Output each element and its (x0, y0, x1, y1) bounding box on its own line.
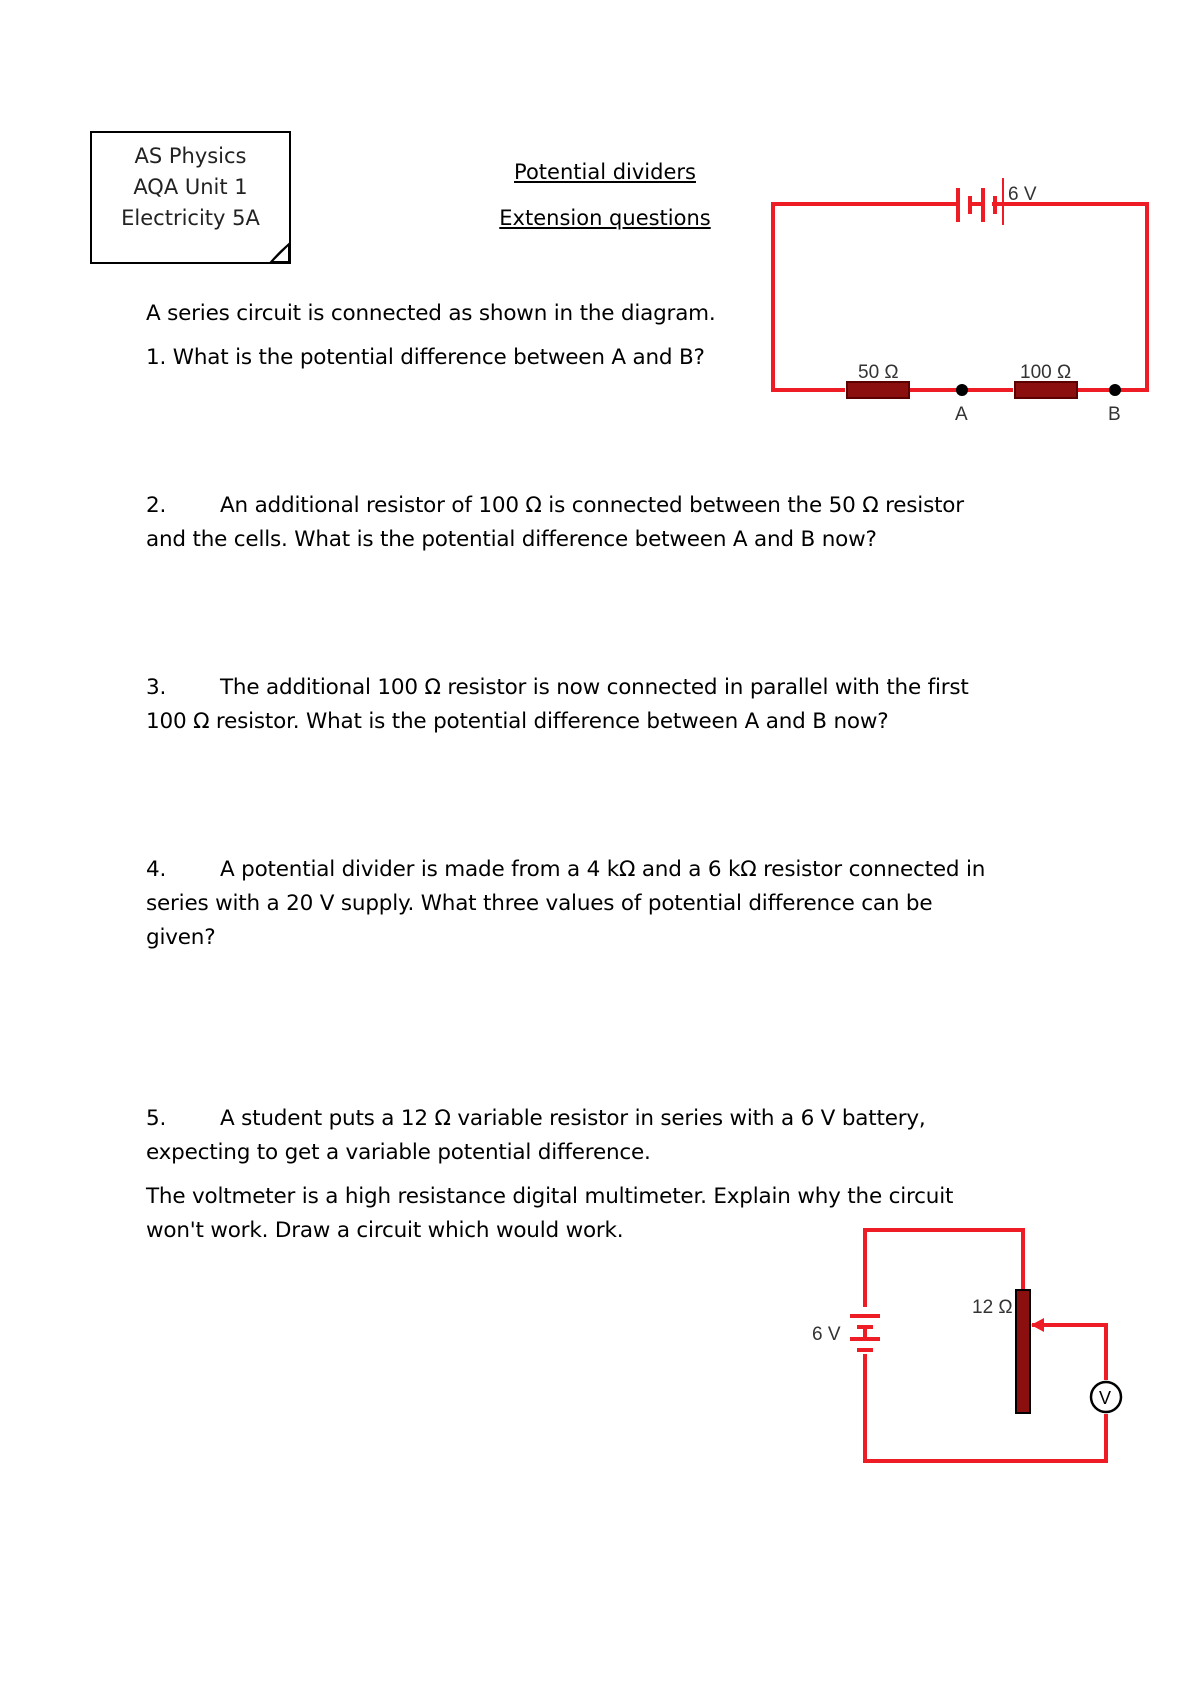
question-text: What is the potential difference between A and B? (172, 345, 705, 370)
intro-text: A series circuit is connected as shown in the diagram. (146, 301, 716, 326)
question-number: 5. (146, 1106, 167, 1131)
question-text-line: A potential divider is made from a 4 kΩ and a 6 kΩ resistor connected in (220, 857, 986, 882)
circuit1-battery-label: 6 V (1008, 184, 1037, 205)
question-number: 1. (146, 345, 167, 370)
circuit1-resistor-100-label: 100 Ω (1020, 362, 1072, 383)
page-title: Potential dividers (514, 160, 696, 184)
circuit1-point-a-label: A (955, 404, 968, 425)
question-text-line: An additional resistor of 100 Ω is connected between the 50 Ω resistor (220, 493, 964, 518)
circuit2-background (700, 1210, 1200, 1510)
question-number: 4. (146, 857, 167, 882)
question-text-line: given? (146, 925, 216, 950)
circuit2-resistor-label: 12 Ω (972, 1297, 1013, 1318)
question-text-line: A student puts a 12 Ω variable resistor in series with a 6 V battery, (220, 1106, 926, 1131)
question-text-line: The voltmeter is a high resistance digital multimeter. Explain why the circuit (146, 1184, 954, 1209)
circuit2-variable-resistor (1016, 1290, 1030, 1413)
question-number: 2. (146, 493, 167, 518)
question-text-line: and the cells. What is the potential difference between A and B now? (146, 527, 877, 552)
course-topic: Electricity 5A (121, 206, 260, 230)
question-text-line: The additional 100 Ω resistor is now connected in parallel with the first (220, 675, 969, 700)
question-text-line: 100 Ω resistor. What is the potential difference between A and B now? (146, 709, 889, 734)
voltmeter-label: V (1099, 1388, 1112, 1408)
question-text-line: series with a 20 V supply. What three values of potential difference can be (146, 891, 933, 916)
circuit1-resistor-50-label: 50 Ω (858, 362, 899, 383)
course-unit: AQA Unit 1 (133, 175, 248, 199)
course-name: AS Physics (134, 144, 247, 168)
question-text-line: expecting to get a variable potential difference. (146, 1140, 651, 1165)
circuit2-battery-label: 6 V (812, 1324, 841, 1345)
circuit1-point-b-label: B (1108, 404, 1121, 425)
page-subtitle: Extension questions (499, 206, 711, 230)
question-number: 3. (146, 675, 167, 700)
question-text-line: won't work. Draw a circuit which would work. (146, 1218, 624, 1243)
